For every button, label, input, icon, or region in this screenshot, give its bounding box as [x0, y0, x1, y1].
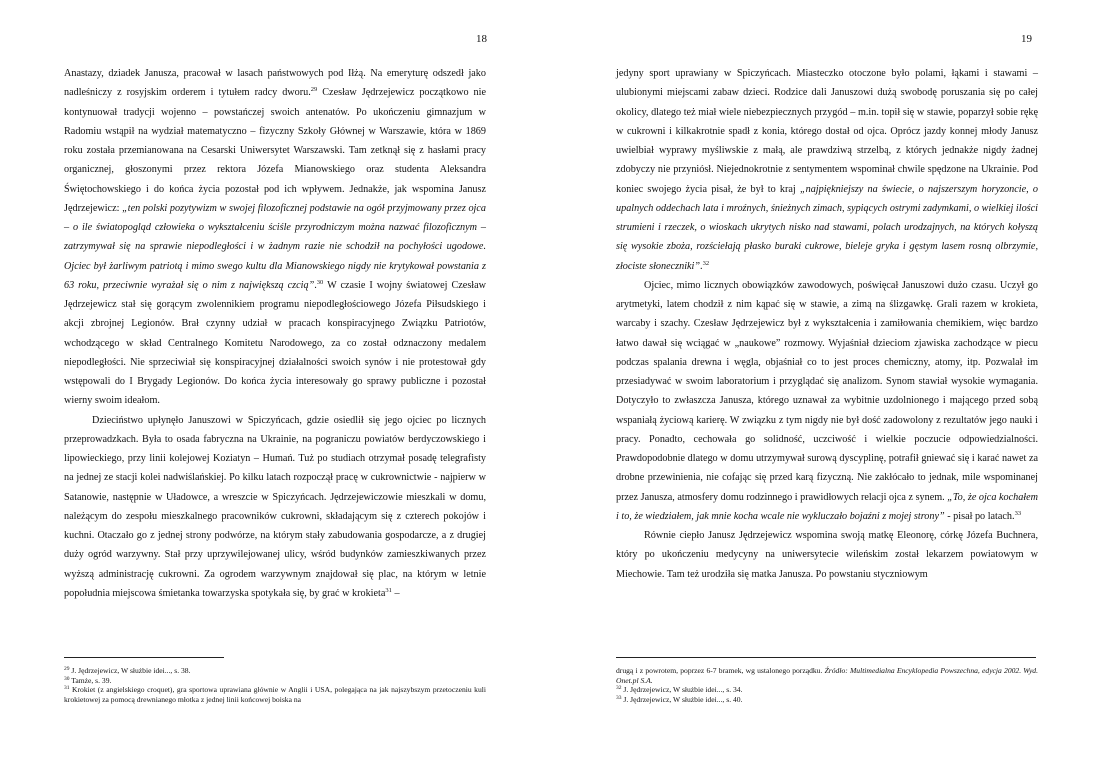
- footnote-number: 33: [616, 694, 622, 701]
- body-text: [64, 64, 486, 603]
- quotation-text: Źródło: Multimedialna Encyklopedia Powszechna, edycja 2002. Wyd. Onet.pl S.A.: [616, 666, 1039, 685]
- footnote: [616, 685, 1038, 695]
- footnote-number: 31: [64, 685, 70, 692]
- text-run: Czesław Jędrzejewicz początkowo nie kontynuował tradycji wojenno – powstańczej swoich antenatów. Po ukończeniu gimnazjum w Radomiu wstąpił na wydział matematyczno – fizyczny Szkoły Głównej w Warszawie, która w 1869 roku została przemianowana na Cesarski Uniwersytet Warszawski. Tam zetknął się z hasłami pracy organicznej, głoszonymi przez rektora Józefa Mianowskiego oraz studenta Aleksandra Świętochowskiego i do końca życia pozostał pod ich wpływem. Jednakże, jak wspomina Janusz Jędrzejewicz:: [64, 87, 486, 214]
- footnote: [64, 685, 486, 704]
- paragraph: [64, 411, 486, 604]
- quotation-text: „najpiękniejszy na świecie, o najszerszym horyzoncie, o upalnych oddechach lata i mroźnych, śnieżnych zimach, sypiących ostrymi zadymkami, o wielkiej ilości strumieni i rzeczek, o wioskach ukrytych nisko nad stawami, polach urodzajnych, na których kołyszą się wysokie zboża, rozściełają płasko buraki cukrowe, bieleje gryka i gęstym lasem rosną olbrzymie, złociste słoneczniki”: [616, 183, 1038, 272]
- text-run: jedyny sport uprawiany w Spiczyńcach. Miasteczko otoczone było polami, łąkami i stawami – ulubionymi miejscami zabaw dzieci. Rodzice dali Januszowi dużą swobodę poruszania się po całej okolicy, dlatego też miał wiele niebezpiecznych przygód – m.in. topił się w stawie, poparzył sobie rękę w cukrowni i kilkakrotnie spadł z konia, którego dostał od ojca. Oprócz jazdy konnej młody Janusz uwielbiał wyprawy myśliwskie z małą, ale prawdziwą strzelbą, z których jednakże nigdy żadnej zdobyczy nie przyniósł. Niejednokrotnie z sentymentem wspominał chwile spędzone na Ukrainie. Pod koniec swojego życia pisał, że był to kraj: [616, 68, 1038, 195]
- text-run: Ojciec, mimo licznych obowiązków zawodowych, poświęcał Januszowi dużo czasu. Uczył go arytmetyki, latem chodził z nim kąpać się w stawie, a zimą na ślizgawkę. Grali razem w krokieta, warcaby i szachy. Czesław Jędrzejewicz był z wykształcenia i zamiłowania chemikiem, więc bardzo łatwo dawał się wciągać w „naukowe” rozmowy. Wyjaśniał dzieciom zjawiska zachodzące w piecu podczas spalania drewna i węgla, objaśniał co to jest proces chemiczny, atomy, itp. Pozwalał im przesiadywać w swoim laboratorium i przyglądać się analizom. Synom stawiał wysokie wymagania. Dotyczyło to zwłaszcza Janusza, którego uznawał za wybitnie uzdolnionego i mającego przed sobą wspaniałą życiową karierę. W związku z tym nigdy nie był dość zadowolony z rezultatów jego nauki i pracy. Ponadto, cechowała go solidność, uczciwość i wielkie poczucie odpowiedzialności. Prawdopodobnie dlatego w domu utrzymywał surową dyscyplinę, potrafił gniewać się i karać nawet za drobne przewinienia, nie cofając się przed karą fizyczną. Nie zakłócało to jednak, mile wspominanej przez Janusza, atmosfery domu rodzinnego i prawidłowych relacji ojca z synem.: [616, 279, 1038, 503]
- text-run: drugą i z powrotem, poprzez 6-7 bramek, wg ustalonego porządku.: [616, 666, 825, 675]
- text-run: .: [314, 279, 317, 291]
- footnote: [616, 666, 1038, 685]
- body-text: [616, 64, 1038, 584]
- right-page: [550, 0, 1100, 778]
- text-run: - pisał po latach.: [944, 510, 1015, 522]
- text-run: Anastazy, dziadek Janusza, pracował w lasach państwowych pod Iłżą. Na emeryturę odszedł jako nadleśniczy z rosyjskim orderem i tytułem radcy dworu.: [64, 68, 486, 99]
- text-run: –: [391, 587, 400, 599]
- footnote: [616, 695, 1038, 705]
- text-run: Tamże, s. 39.: [69, 675, 112, 685]
- footnote-number: 30: [64, 675, 70, 682]
- paragraph: [616, 64, 1038, 276]
- paragraph: [616, 526, 1038, 584]
- paragraph: [616, 276, 1038, 526]
- footnotes: [616, 666, 1038, 704]
- text-run: .: [700, 260, 703, 272]
- text-run: Równie ciepło Janusz Jędrzejewicz wspomina swoją matkę Eleonorę, córkę Józefa Buchnera, który po ukończeniu medycyny na uniwersytecie wileńskim został lekarzem powiatowym w Miechowie. Tam też urodziła się matka Janusza. Po powstaniu styczniowym: [616, 530, 1038, 580]
- quotation-text: „To, że ojca kochałem i to, że wiedziałem, jak mnie kocha wcale nie wykluczało bojaźni z mojej strony”: [616, 491, 1039, 522]
- footnote-separator: [64, 657, 224, 658]
- footnote-ref: 33: [1014, 509, 1022, 517]
- text-run: J. Jędrzejewicz, W służbie idei..., s. 40.: [621, 694, 743, 704]
- footnote-number: 29: [64, 666, 70, 672]
- paragraph: [64, 64, 486, 411]
- footnotes: [64, 666, 486, 704]
- text-run: J. Jędrzejewicz, W służbie idei..., s. 38.: [69, 666, 191, 675]
- footnote-number: 32: [616, 685, 622, 692]
- footnote: [64, 666, 486, 676]
- footnote-ref: 29: [310, 86, 318, 94]
- footnote-separator: [616, 657, 1036, 658]
- footnote-ref: 31: [385, 586, 392, 594]
- text-run: Krokiet (z angielskiego croquet), gra sportowa uprawiana głównie w Anglii i USA, polegająca na jak najszybszym przetoczeniu kuli krokietowej za pomocą drewnianego młotka z jednej linii końcowej boiska na: [64, 685, 486, 704]
- page-number: 19: [1021, 33, 1032, 45]
- text-run: Dzieciństwo upłynęło Januszowi w Spiczyńcach, gdzie osiedlił się jego ojciec po licznych przeprowadzkach. Była to osada fabryczna na Ukrainie, na pograniczu powiatów berdyczowskiego i lipowieckiego, przy linii kolejowej Koziatyn – Humań. Tuż po studiach otrzymał posadę telegrafisty na jednej ze stacji kolei nadwiślańskiej. Po kilku latach rozpoczął pracę w cukrownictwie - najpierw w Satanowie, następnie w Uładowce, a wreszcie w Spiczyńcach. Jędrzejewiczowie mieszkali w domu, należącym do zespołu mieszkalnego pracowników cukrowni, składającym się z czterech pokojów i kuchni. Otaczało go z jednej strony podwórze, na którym stały zabudowania gospodarcze, a z drugiej duży ogród warzywny. Stał przy uprzywilejowanej ulicy, wśród budynków zamieszkiwanych przez wyższą administrację cukrowni. Za ogrodem warzywnym znajdował się plac, na którym w letnie popołudnia miejscowa śmietanka towarzyska spotykała się, by grać w krokieta: [64, 414, 486, 599]
- footnote-ref: 32: [702, 259, 710, 267]
- text-run: W czasie I wojny światowej Czesław Jędrzejewicz stał się gorącym zwolennikiem programu niepodległościowego Józefa Piłsudskiego i akcji zbrojnej Legionów. Brał czynny udział w pracach konspiracyjnego Związku Patriotów, wchodzącego w skład Centralnego Komitetu Narodowego, za co został odznaczony medalem niepodległości. Nie sprzeciwiał się konspiracyjnej działalności swoich synów i nie protestował gdy wstępowali do I Brygady Legionów. Do końca życia interesowały go sprawy publiczne i pozostał wierny swoim ideałom.: [64, 279, 486, 407]
- footnote: [64, 676, 486, 686]
- quotation-text: „ten polski pozytywizm w swojej filozoficznej podstawie na ogół przyjmowany przez ojca – o ile światopogląd człowieka o wykształceniu ściśle przyrodniczym można nazwać filozoficznym – zatrzymywał się na sprawie niepodległości i w żadnym razie nie schodził na pochyłości ugodowe. Ojciec był żarliwym patriotą i mimo swego kultu dla Mianowskiego nigdy nie krytykował powstania z 63 roku, przeciwnie wyrażał się o nim z największą czcią”: [64, 202, 486, 291]
- page-number: 18: [476, 33, 487, 45]
- footnote-ref: 30: [316, 278, 324, 286]
- text-run: J. Jędrzejewicz, W służbie idei..., s. 34.: [621, 685, 743, 695]
